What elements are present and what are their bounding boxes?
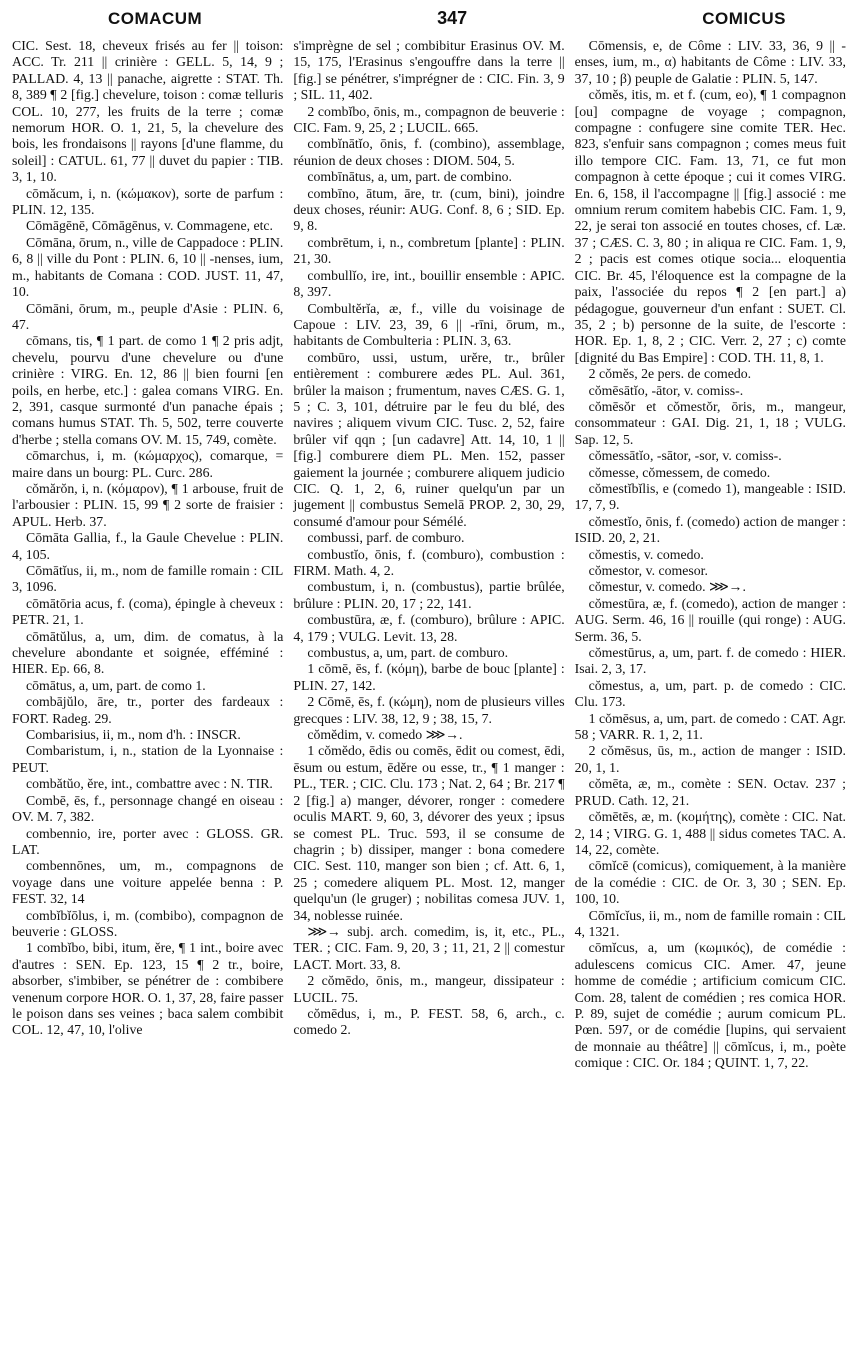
columns — [12, 38, 846, 1072]
page-number: 347 — [437, 8, 468, 28]
dictionary-entry: cōmĭcus, a, um (κωμικός), de comédie : adulescens comicus CIC. Amer. 47, jeune homme de comédie ; artificium comicum CIC. Com. 28, talent de comédien ; res comica HOR. P. 89, sujet de comédie ; aurum comicum PL. Pœn. 597, or de comédie [lupins, qui servaient de monnaie au théâtre] || cōmĭcus, i, m., poète comique : CIC. Or. 184 ; QUINT. 1, 7, 22. — [574, 940, 846, 1071]
dictionary-entry: Combaristum, i, n., station de la Lyonnaise : PEUT. — [12, 743, 284, 775]
dictionary-entry: 2 cŏmēsus, ūs, m., action de manger : ISID. 20, 1, 1. — [574, 743, 846, 775]
dictionary-entry: cŏmēdus, i, m., P. FEST. 58, 6, arch., c. comedo 2. — [293, 1005, 565, 1038]
dictionary-entry: cōmăcum, i, n. (κώμακον), sorte de parfum : PLIN. 12, 135. — [12, 185, 284, 218]
dictionary-entry: combūro, ussi, ustum, urĕre, tr., brûler entièrement : comburere ædes PL. Aul. 361, brûler la maison ; frumentum, naves CÆS. G. 1, 5 ; C. 3, 101, détruire par le feu du blé, des navires ; aliquem vivum CIC. Tusc. 2, 52, faire brûler vif qqn ; [un cadavre] Att. 14, 10, 1 || [fig.] comburere diem PL. Men. 152, passer gaiement la journée ; comburere aliquem judicio CIC. Q. 1, 2, 6, ruiner quelqu'un par un jugement || combustus Semelā PROP. 2, 30, 29, consumé d'amour pour Sémélé. — [293, 349, 565, 529]
dictionary-entry: cŏmestor, v. comesor. — [588, 563, 708, 578]
dictionary-entry: combennōnes, um, m., compagnons de voyage dans une voiture appelée benna : P. FEST. 32, 14 — [12, 858, 284, 907]
dictionary-entry: 2 combĭbo, ōnis, m., compagnon de beuverie : CIC. Fam. 9, 25, 2 ; LUCIL. 665. — [293, 103, 565, 136]
dictionary-entry: cŏmestūra, æ, f. (comedo), action de manger : AUG. Serm. 46, 16 || rouille (qui ronge) : AUG. Serm. 36, 5. — [574, 595, 846, 644]
dictionary-entry: combīno, ātum, āre, tr. (cum, bini), joindre deux choses, réunir: AUG. Conf. 8, 6 ; SID. Ep. 9, 8. — [293, 185, 565, 234]
dictionary-entry: 1 combĭbo, bibi, itum, ĕre, ¶ 1 int., boire avec d'autres : SEN. Ep. 123, 15 ¶ 2 tr., boire, absorber, s'imbiber, se pénétrer de : combibere venenum corpore HOR. O. 1, 37, 28, faire passer le poison dans ses veines ; baca salem combibit COL. 12, 47, 10, l'olive — [12, 940, 284, 1038]
dictionary-entry: combullĭo, ire, int., bouillir ensemble : APIC. 8, 397. — [293, 267, 565, 300]
dictionary-entry: cōmātōria acus, f. (coma), épingle à cheveux : PETR. 21, 1. — [12, 595, 284, 628]
dictionary-entry: Cōmĭcĭus, ii, m., nom de famille romain : CIL 4, 1321. — [574, 907, 846, 939]
left-headword: COMACUM — [108, 9, 203, 28]
dictionary-entry: Combē, ēs, f., personnage changé en oiseau : OV. M. 7, 382. — [12, 792, 284, 825]
dictionary-entry: Cōmāta Gallia, f., la Gaule Chevelue : PLIN. 4, 105. — [12, 530, 284, 562]
dictionary-entry: combustūra, æ, f. (comburo), brûlure : APIC. 4, 179 ; VULG. Levit. 13, 28. — [293, 612, 565, 644]
column-middle — [293, 38, 564, 1072]
dictionary-entry: Cōmensis, e, de Côme : LIV. 33, 36, 9 || -enses, ium, m., α) habitants de Côme : LIV. 33, 37, 10 ; β) peuple de Galatie : PLIN. 5, 147. — [574, 38, 846, 86]
dictionary-entry: cŏmestūrus, a, um, part. f. de comedo : HIER. Isai. 2, 3, 17. — [574, 645, 846, 677]
dictionary-entry: combrētum, i, n., combretum [plante] : PLIN. 21, 30. — [293, 234, 565, 267]
dictionary-entry: cŏmĕs, itis, m. et f. (cum, eo), ¶ 1 compagnon [ou] compagne de voyage ; compagnon, compagne : confugere sine comite TER. Hec. 823, s'enfuir sans compagnon ; comes meus fuit illo tempore CIC. Fam. 13, 71, ce fut mon compagnon à cette époque ; cui it comes VIRG. En. 6, 158, il l'accompagne || [fig.] associé : me omnium rerum comitem habebis CIC. Fam. 1, 9, 22, je serai ton associé en toutes choses, cf. Læ. 37 ; CÆS. C. 3, 80 ; in aliqua re CIC. Fam. 1, 9, 2 ; pacis est comes otique socia... eloquentia CIC. Br. 45, l'éloquence est la compagne de la paix, l'associée du repos ¶ 2 [en part.] a) pédagogue, gouverneur d'un enfant : SUET. Cl. 35, 2 ; b) personne de la suite, de l'escorte : HOR. Ep. 1, 8, 2 ; CIC. Verr. 2, 27 ; c) comte [dignité du Bas Empire] : COD. TH. 11, 8, 1. — [574, 87, 846, 365]
dictionary-entry: cŏmestĭo, ōnis, f. (comedo) action de manger : ISID. 20, 2, 21. — [574, 513, 846, 546]
dictionary-entry: 1 cōmē, ēs, f. (κόμη), barbe de bouc [plante] : PLIN. 27, 142. — [293, 661, 565, 693]
dictionary-entry: combĭbĭōlus, i, m. (combibo), compagnon de beuverie : GLOSS. — [12, 907, 284, 939]
dictionary-entry: 2 cŏmēdo, ōnis, m., mangeur, dissipateur : LUCIL. 75. — [293, 973, 565, 1005]
dictionary-entry: cŏmētēs, æ, m. (κομήτης), comète : CIC. Nat. 2, 14 ; VIRG. G. 1, 488 || sidus cometes TAC. A. 14, 22, comète. — [574, 809, 846, 857]
dictionary-entry: combīnātus, a, um, part. de combino. — [307, 169, 512, 185]
dictionary-entry: cŏmestis, v. comedo. — [588, 546, 704, 562]
dictionary-entry: cōmans, tis, ¶ 1 part. de como 1 ¶ 2 pris adjt, chevelu, pourvu d'une chevelure ou d'une crinière : VIRG. En. 12, 86 || bien fourni [en poils, en herbe, etc.] : galea comans VIRG. En. 2, 391, casque surmonté d'un panache épais ; comans humus STAT. Th. 5, 502, terre couverte d'herbe ; stella comans OV. M. 15, 749, comète. — [12, 333, 284, 447]
dictionary-entry: Cōmāni, ōrum, m., peuple d'Asie : PLIN. 6, 47. — [12, 300, 284, 332]
dictionary-entry: cŏmēsŏr et cŏmestŏr, ōris, m., mangeur, consommateur : GAI. Dig. 21, 1, 18 ; VULG. Sap. 12, 5. — [574, 398, 846, 447]
dictionary-entry: 2 cŏmĕs, 2e pers. de comedo. — [588, 366, 752, 382]
dictionary-entry: s'imprègne de sel ; combibitur Erasinus OV. M. 15, 175, l'Erasinus s'engouffre dans la terre || [fig.] se pénétrer, s'imprégner de : CIC. Fin. 3, 9 ; SIL. 11, 402. — [293, 38, 565, 103]
dictionary-entry: cŏmēta, æ, m., comète : SEN. Octav. 237 ; PRUD. Cath. 12, 21. — [574, 776, 846, 808]
dictionary-entry: cōmarchus, i, m. (κώμαρχος), comarque, = maire dans un bourg: PL. Curc. 286. — [12, 448, 284, 480]
dictionary-entry: combătŭo, ĕre, int., combattre avec : N. TIR. — [26, 776, 273, 792]
running-header — [12, 8, 846, 38]
dictionary-entry: Cōmātĭus, ii, m., nom de famille romain : CIL 3, 1096. — [12, 563, 284, 595]
dictionary-entry: Cōmāgēnē, Cōmāgēnus, v. Commagene, etc. — [26, 218, 274, 234]
dictionary-entry: combennio, ire, porter avec : GLOSS. GR. LAT. — [12, 825, 284, 857]
dictionary-entry: CIC. Sest. 18, cheveux frisés au fer || toison: ACC. Tr. 211 || crinière : GELL. 5, 14, 9 ; PALLAD. 4, 13 || panache, aigrette : STAT. Th. 8, 389 ¶ 2 [fig.] chevelure, toison : comæ telluris COL. 10, 277, les fruits de la terre ; comæ nemorum HOR. O. 1, 21, 5, la chevelure des bois, les frondaisons || rayons [d'une flamme, du soleil] : CATUL. 61, 77 || duvet du papier : TIB. 3, 1, 10. — [12, 38, 284, 185]
dictionary-entry: cŏmestus, a, um, part. p. de comedo : CIC. Clu. 173. — [574, 677, 846, 710]
dictionary-entry: cōmātus, a, um, part. de como 1. — [26, 677, 206, 693]
dictionary-entry: combustĭo, ōnis, f. (comburo), combustion : FIRM. Math. 4, 2. — [293, 546, 565, 578]
dictionary-entry: cŏmesse, cŏmessem, de comedo. — [588, 464, 771, 480]
dictionary-entry: ⋙→ subj. arch. comedim, is, it, etc., PL., TER. ; CIC. Fam. 9, 20, 3 ; 11, 21, 2 || comestur LACT. Mort. 33, 8. — [293, 923, 565, 972]
dictionary-entry: cōmĭcē (comicus), comiquement, à la manière de la comédie : CIC. de Or. 3, 30 ; SEN. Ep. 100, 10. — [574, 858, 846, 907]
column-left — [12, 38, 283, 1072]
dictionary-entry: cŏmestur, v. comedo. ⋙→. — [588, 579, 746, 595]
dictionary-entry: cōmātŭlus, a, um, dim. de comatus, à la chevelure abondante et soignée, efféminé : HIER. Ep. 66, 8. — [12, 628, 284, 677]
dictionary-entry: cŏmărŏn, i, n. (κόμαρον), ¶ 1 arbouse, fruit de l'arbousier : PLIN. 15, 99 ¶ 2 sorte de fraisier : APUL. Herb. 37. — [12, 480, 284, 529]
dictionary-entry: combustum, i, n. (combustus), partie brûlée, brûlure : PLIN. 20, 17 ; 22, 141. — [293, 579, 565, 611]
dictionary-entry: cŏmēsātĭo, -ātor, v. comiss-. — [588, 382, 744, 398]
dictionary-entry: combĭnātĭo, ōnis, f. (combino), assemblage, réunion de deux choses : DIOM. 504, 5. — [293, 136, 565, 168]
right-headword: COMICUS — [702, 9, 786, 28]
dictionary-entry: Combultĕrĭa, æ, f., ville du voisinage de Capoue : LIV. 23, 39, 6 || -rīni, ōrum, m., habitants de Combulteria : PLIN. 3, 63. — [293, 300, 565, 349]
dictionary-entry: Cōmāna, ōrum, n., ville de Cappadoce : PLIN. 6, 8 || ville du Pont : PLIN. 6, 10 || -nenses, ium, m., habitants de Comana : COD. JUST. 11, 47, 10. — [12, 234, 284, 300]
dictionary-entry: 2 Cōmē, ēs, f. (κώμη), nom de plusieurs villes grecques : LIV. 38, 12, 9 ; 38, 15, 7. — [293, 694, 565, 726]
column-right — [575, 38, 846, 1072]
dictionary-entry: 1 cŏmēsus, a, um, part. de comedo : CAT. Agr. 58 ; VARR. R. 1, 2, 11. — [574, 710, 846, 743]
dictionary-entry: cŏmestĭbĭlis, e (comedo 1), mangeable : ISID. 17, 7, 9. — [574, 480, 846, 513]
dictionary-entry: combustus, a, um, part. de comburo. — [307, 645, 509, 661]
dictionary-entry: cŏmessātĭo, -sātor, -sor, v. comiss-. — [588, 448, 782, 464]
dictionary-entry: combussi, parf. de comburo. — [307, 530, 465, 546]
dictionary-entry: combājŭlo, āre, tr., porter des fardeaux : FORT. Radeg. 29. — [12, 694, 284, 726]
dictionary-entry: 1 cŏmĕdo, ēdis ou comēs, ēdit ou comest, ēdi, ēsum ou estum, ēdĕre ou esse, tr., ¶ 1 manger : PL., TER. ; CIC. Clu. 173 ; Nat. 2, 64 ; Br. 217 ¶ 2 [fig.] a) manger, dévorer, ronger : comedere oculis MART. 9, 60, 3, dévorer des yeux ; ipsus se comest PL. Truc. 593, il se consume de chagrin ; b) dissiper, manger : bona comedere CIC. Sest. 110, manger son bien ; cf. Att. 6, 1, 25 ; comedere aliquem PL. Most. 12, manger quelqu'un (le gruger) ; nobilitas comesa JUV. 1, 34, noblesse ruinée. — [293, 743, 565, 923]
dictionary-entry: cŏmĕdim, v. comedo ⋙→. — [307, 727, 463, 743]
dictionary-entry: Combarisius, ii, m., nom d'h. : INSCR. — [26, 727, 241, 743]
